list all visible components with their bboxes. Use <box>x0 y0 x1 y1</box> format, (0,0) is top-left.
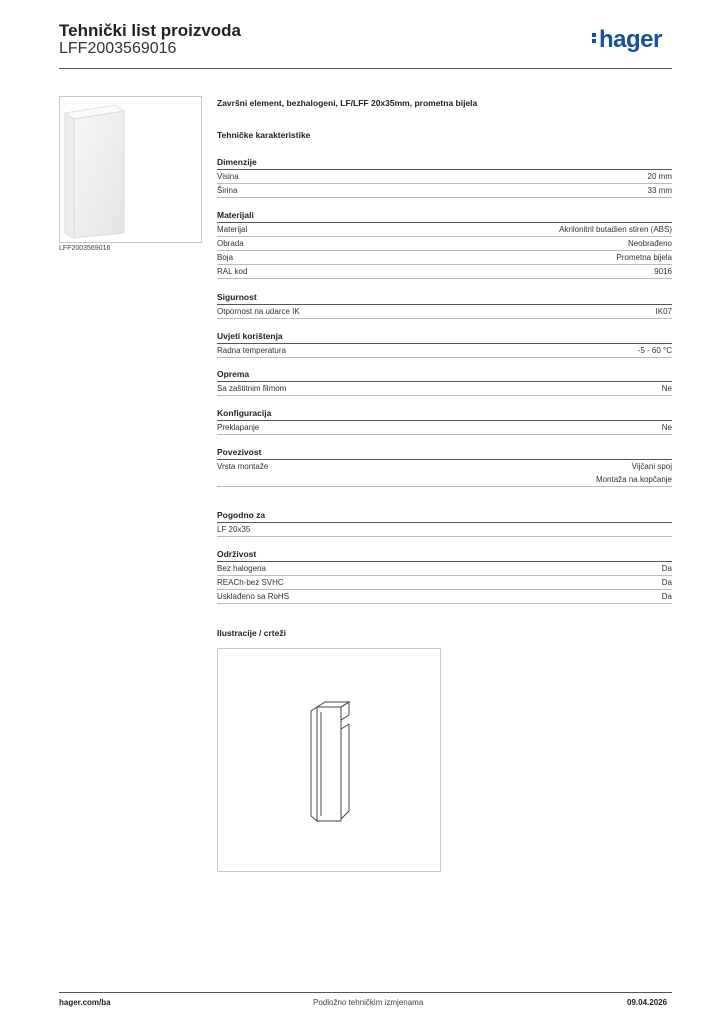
end-cap-photo-icon <box>60 97 201 242</box>
spec-value: -5 - 60 °C <box>637 346 672 355</box>
spec-row <box>217 265 672 279</box>
section-title: Materijali <box>217 209 672 223</box>
spec-label: Materijal <box>217 225 248 234</box>
section-title: Sigurnost <box>217 291 672 305</box>
spec-row <box>217 382 672 396</box>
spec-value: Montaža na kopčanje <box>595 475 672 484</box>
section-konfiguracija <box>217 407 672 435</box>
logo-text: hager <box>599 26 662 53</box>
spec-row <box>217 170 672 184</box>
section-materijali <box>217 209 672 279</box>
spec-value: Da <box>661 592 672 601</box>
product-description: Završni element, bezhalogeni, LF/LFF 20x35mm, prometna bijela <box>217 98 478 108</box>
logo-colon-icon <box>592 31 596 45</box>
section-povezivost <box>217 446 672 487</box>
footer-divider <box>59 992 672 993</box>
footer-date: 09.04.2026 <box>627 998 668 1007</box>
technical-drawing <box>217 648 441 872</box>
spec-label: Sa zaštitnim filmom <box>217 384 287 393</box>
spec-row <box>217 562 672 576</box>
spec-label: Radna temperatura <box>217 346 286 355</box>
spec-row <box>217 305 672 319</box>
spec-row <box>217 223 672 237</box>
spec-value: Ne <box>661 423 672 432</box>
spec-label: LF 20x35 <box>217 525 251 534</box>
spec-row <box>217 237 672 251</box>
thumbnail-caption: LFF2003569016 <box>59 245 111 252</box>
spec-value: Vijčani spoj <box>631 462 672 471</box>
spec-row <box>217 576 672 590</box>
spec-label: Širina <box>217 186 238 195</box>
section-dimenzije <box>217 156 672 198</box>
section-title: Uvjeti korištenja <box>217 330 672 344</box>
spec-label: Bez halogena <box>217 564 266 573</box>
spec-value: Akrilonitril butadien stiren (ABS) <box>559 225 672 234</box>
spec-label: Usklađeno sa RoHS <box>217 592 290 601</box>
spec-value: Da <box>661 564 672 573</box>
spec-label: Vrsta montaže <box>217 462 269 471</box>
product-code: LFF2003569016 <box>59 40 177 57</box>
spec-row <box>217 251 672 265</box>
section-odrzivost <box>217 548 672 604</box>
spec-value: 33 mm <box>647 186 672 195</box>
spec-label: Preklapanje <box>217 423 260 432</box>
footer-note: Podložno tehničkim izmjenama <box>313 998 424 1007</box>
spec-value: Prometna bijela <box>616 253 672 262</box>
section-oprema <box>217 368 672 396</box>
spec-label: Otpornost na udarce IK <box>217 307 300 316</box>
illustrations-heading: Ilustracije / crteži <box>217 628 286 638</box>
section-title: Pogodno za <box>217 509 672 523</box>
footer-website-link[interactable]: hager.com/ba <box>59 998 111 1007</box>
spec-value: 9016 <box>654 267 672 276</box>
section-title: Povezivost <box>217 446 672 460</box>
end-cap-line-drawing-icon <box>218 649 440 871</box>
section-title: Dimenzije <box>217 156 672 170</box>
spec-row <box>217 344 672 358</box>
header-divider <box>59 68 672 69</box>
spec-value-group <box>596 460 672 486</box>
spec-value: Neobrađeno <box>627 239 672 248</box>
spec-value: Da <box>661 578 672 587</box>
product-thumbnail <box>59 96 202 243</box>
spec-row <box>217 421 672 435</box>
section-title: Oprema <box>217 368 672 382</box>
spec-row <box>217 523 672 537</box>
section-title: Konfiguracija <box>217 407 672 421</box>
spec-label: REACh-bez SVHC <box>217 578 284 587</box>
spec-label: Boja <box>217 253 234 262</box>
specs-heading: Tehničke karakteristike <box>217 130 311 140</box>
spec-value: 20 mm <box>647 172 672 181</box>
spec-label: Obrada <box>217 239 244 248</box>
spec-label: RAL kod <box>217 267 248 276</box>
spec-row <box>217 590 672 604</box>
section-uvjeti <box>217 330 672 358</box>
spec-label: Visina <box>217 172 239 181</box>
spec-value: Ne <box>661 384 672 393</box>
hager-logo <box>592 26 662 54</box>
page-title: Tehnički list proizvoda <box>59 21 241 40</box>
spec-value: IK07 <box>655 307 672 316</box>
section-title: Održivost <box>217 548 672 562</box>
section-sigurnost <box>217 291 672 319</box>
section-pogodno <box>217 509 672 537</box>
spec-row <box>217 184 672 198</box>
spec-row <box>217 460 672 487</box>
